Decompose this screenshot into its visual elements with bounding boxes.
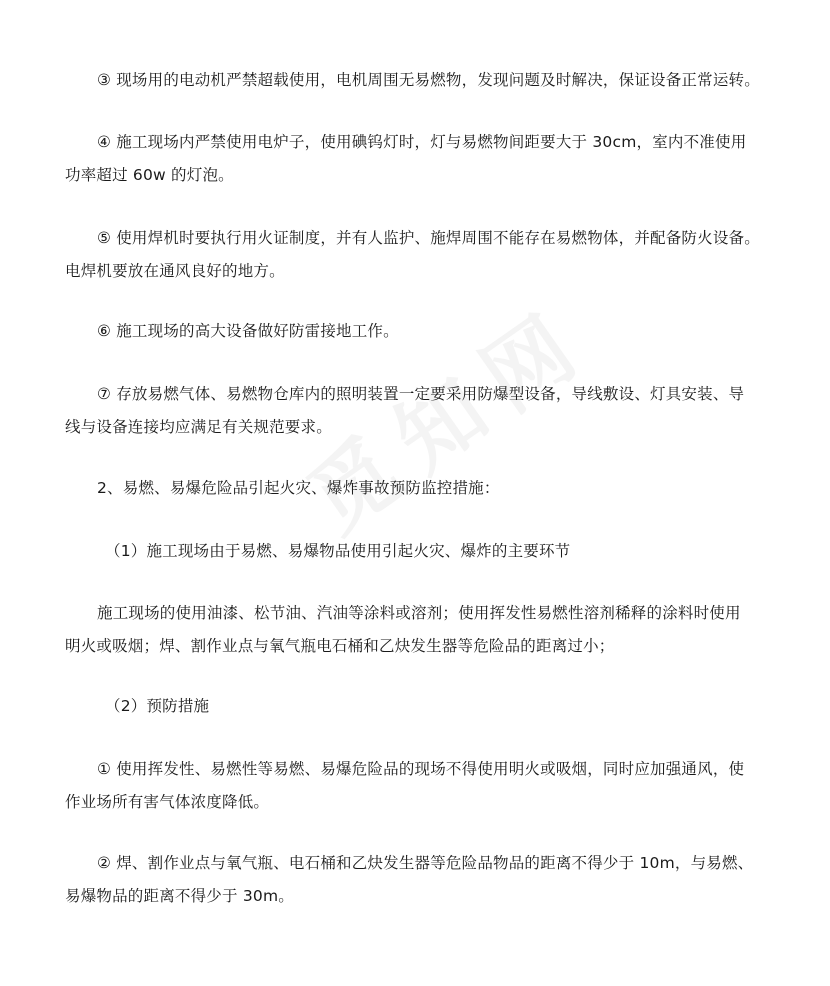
section-heading-2 [65, 472, 755, 505]
text-line: ④ 施工现场内严禁使用电炉子，使用碘钨灯时，灯与易燃物间距要大于 30cm，室内不准使用 [97, 133, 747, 151]
paragraph-welding [65, 222, 760, 288]
text-line: ⑦ 存放易燃气体、易燃物仓库内的照明装置一定要采用防爆型设备，导线敷设、灯具安装、导 [97, 385, 745, 403]
text-line: ② 焊、割作业点与氧气瓶、电石桶和乙炔发生器等危险品物品的距离不得少于 10m，与易燃、 [97, 854, 754, 872]
text-line: 施工现场的使用油漆、松节油、汽油等涂料或溶剂；使用挥发性易燃性溶剂稀释的涂料时使用 [97, 604, 741, 622]
text-line: 线与设备连接均应满足有关规范要求。 [65, 418, 332, 436]
text-line: ③ 现场用的电动机严禁超载使用，电机周围无易燃物，发现问题及时解决，保证设备正常运转。 [97, 71, 760, 89]
paragraph-ventilation [65, 753, 755, 819]
text-line: （2）预防措施 [105, 697, 210, 715]
paragraph-electric-stove [65, 126, 755, 192]
paragraph-lightning [65, 315, 755, 348]
text-line: 易爆物品的距离不得少于 30m。 [65, 887, 294, 905]
text-line: 作业场所有害气体浓度降低。 [65, 793, 270, 811]
text-line: 2、易燃、易爆危险品引起火灾、爆炸事故预防监控措施： [97, 479, 500, 497]
text-line: ⑥ 施工现场的高大设备做好防雷接地工作。 [97, 322, 399, 340]
text-line: 电焊机要放在通风良好的地方。 [65, 262, 285, 280]
paragraph-motor-overload [65, 64, 760, 97]
text-line: （1）施工现场由于易燃、易爆物品使用引起火灾、爆炸的主要环节 [105, 542, 571, 560]
subsection-heading-2 [65, 690, 755, 723]
text-line: 明火或吸烟；焊、割作业点与氧气瓶电石桶和乙炔发生器等危险品的距离过小； [65, 637, 615, 655]
paragraph-distance [65, 847, 755, 913]
text-line: ① 使用挥发性、易燃性等易燃、易爆危险品的现场不得使用明火或吸烟，同时应加强通风，使 [97, 760, 745, 778]
text-line: ⑤ 使用焊机时要执行用火证制度，并有人监护、施焊周围不能存在易燃物体，并配备防火设备。 [97, 229, 760, 247]
subsection-heading-1 [65, 535, 755, 568]
paragraph-main-links [65, 597, 755, 663]
text-line: 功率超过 60w 的灯泡。 [65, 166, 234, 184]
paragraph-explosion-proof [65, 378, 755, 444]
